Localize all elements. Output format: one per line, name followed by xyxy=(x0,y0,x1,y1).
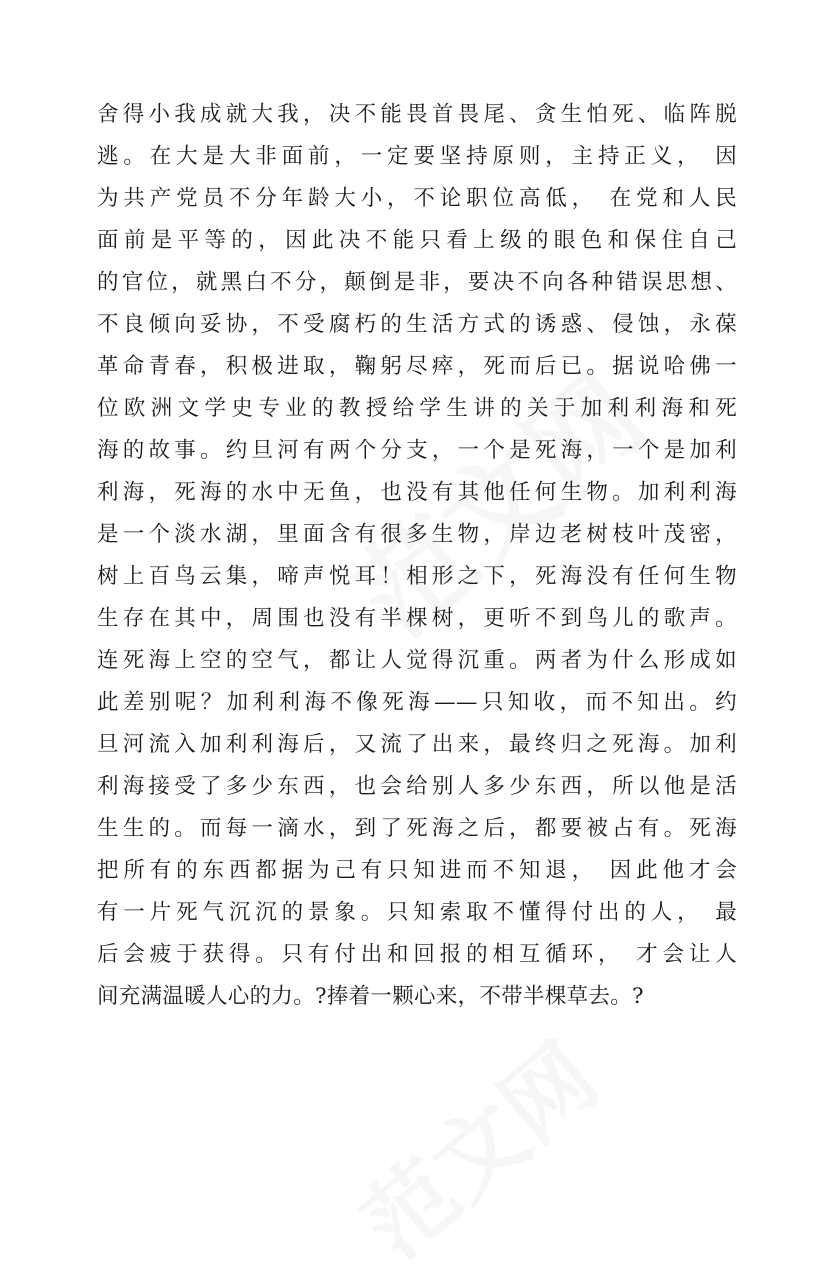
text-line: 生生的。而每一滴水，到了死海之后，都要被占有。死海 xyxy=(97,816,737,841)
text-line: 有一片死气沉沉的景象。只知索取不懂得付出的人， 最 xyxy=(97,900,737,925)
text-line: 面前是平等的，因此决不能只看上级的眼色和保住自己 xyxy=(97,228,737,253)
text-line: 生存在其中，周围也没有半棵树，更听不到鸟儿的歌声。 xyxy=(97,606,737,631)
text-line: 舍得小我成就大我，决不能畏首畏尾、贪生怕死、临阵脱 xyxy=(97,102,737,127)
text-line: 把所有的东西都据为己有只知进而不知退， 因此他才会 xyxy=(97,858,737,883)
text-line: 逃。在大是大非面前，一定要坚持原则，主持正义， 因 xyxy=(97,144,737,169)
text-line: 利海，死海的水中无鱼，也没有其他任何生物。加利利海 xyxy=(97,480,737,505)
text-line: 利海接受了多少东西，也会给别人多少东西，所以他是活 xyxy=(97,774,737,799)
text-line: 后会疲于获得。只有付出和回报的相互循环， 才会让人 xyxy=(97,942,737,967)
text-line: 为共产党员不分年龄大小，不论职位高低， 在党和人民 xyxy=(97,186,737,211)
watermark xyxy=(330,1008,620,1281)
text-line: 的官位，就黑白不分，颠倒是非，要决不向各种错误思想、 xyxy=(97,270,737,295)
text-line: 位欧洲文学史专业的教授给学生讲的关于加利利海和死 xyxy=(97,396,737,421)
text-line: 间充满温暖人心的力。?捧着一颗心来，不带半棵草去。? xyxy=(97,984,644,1009)
text-line: 旦河流入加利利海后，又流了出来，最终归之死海。加利 xyxy=(97,732,737,757)
text-line: 革命青春，积极进取，鞠躬尽瘁，死而后已。据说哈佛一 xyxy=(97,354,737,379)
text-line: 是一个淡水湖，里面含有很多生物，岸边老树枝叶茂密， xyxy=(97,522,737,547)
text-line: 海的故事。约旦河有两个分支，一个是死海，一个是加利 xyxy=(97,438,737,463)
text-line: 此差别呢？加利利海不像死海——只知收，而不知出。约 xyxy=(97,690,737,715)
text-line: 树上百鸟云集，啼声悦耳！相形之下，死海没有任何生物 xyxy=(97,564,737,589)
body-text xyxy=(97,94,737,1018)
text-line: 连死海上空的空气，都让人觉得沉重。两者为什么形成如 xyxy=(97,648,737,673)
text-line: 不良倾向妥协，不受腐朽的生活方式的诱惑、侵蚀，永葆 xyxy=(97,312,737,337)
